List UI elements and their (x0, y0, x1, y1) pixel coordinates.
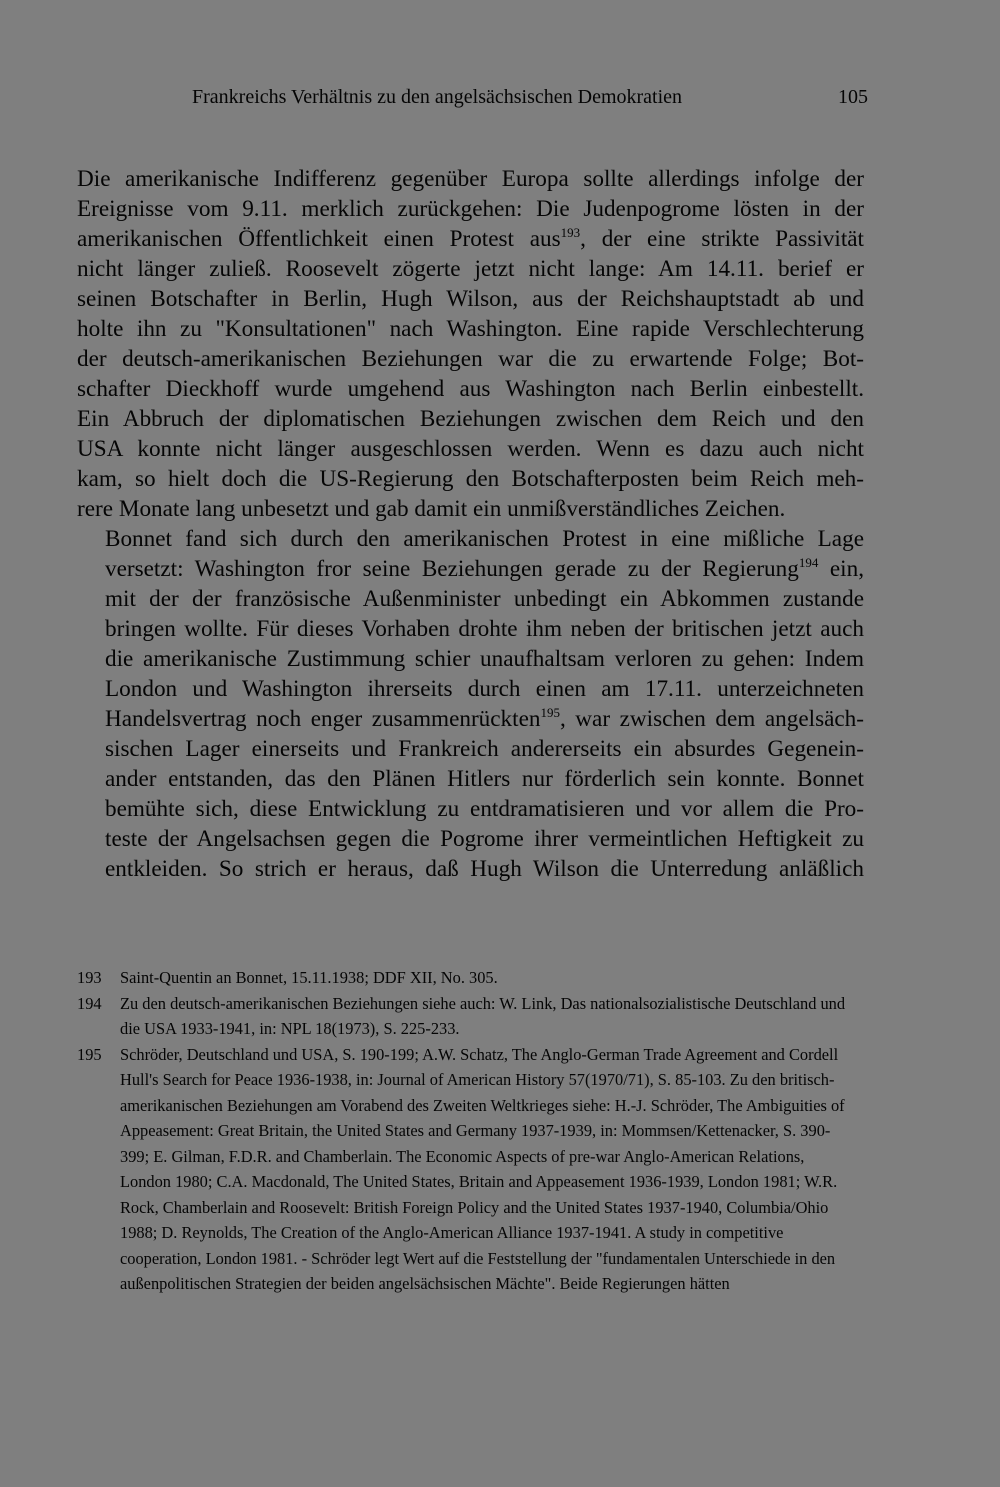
text-line: Ein Abbruch der diplomatischen Beziehungen zwischen dem Reich und den (77, 406, 864, 432)
footnote-number: 193 (77, 968, 102, 987)
text-line: rere Monate lang unbesetzt und gab damit ein unmißverständliches Zeichen. (77, 496, 786, 522)
text-line: bringen wollte. Für dieses Vorhaben drohte ihm neben der britischen jetzt auch (105, 616, 864, 642)
footnotes (77, 965, 859, 1297)
footnote-number: 194 (77, 993, 102, 1013)
text-line: teste der Angelsachsen gegen die Pogrome ihrer vermeintlichen Heftigkeit zu (105, 826, 864, 852)
text-line: entkleiden. So strich er heraus, daß Hugh Wilson die Unterredung anläßlich (105, 856, 864, 882)
text-line: der deutsch-amerikanischen Beziehungen war die zu erwartende Folge; Bot- (77, 346, 864, 372)
text-line: London und Washington ihrerseits durch einen am 17.11. unterzeichneten (105, 676, 864, 702)
text-line: USA konnte nicht länger ausgeschlossen werden. Wenn es dazu auch nicht (77, 436, 864, 462)
text-line: Die amerikanische Indifferenz gegenüber Europa sollte allerdings infolge der (77, 166, 864, 192)
text-line: ander entstanden, das den Plänen Hitlers nur förderlich sein konnte. Bonnet (105, 766, 864, 792)
footnote-text: Zu den deutsch-amerikanischen Beziehungen siehe auch: W. Link, Das nationalsozialistische Deutschland und die USA 1933-1941, in: NPL 18(1973), S. 225-233. (120, 993, 846, 1038)
text-line: die amerikanische Zustimmung schier unaufhaltsam verloren zu gehen: Indem (105, 646, 864, 672)
text-line: mit der der französische Außenminister unbedingt ein Abkommen zustande (105, 586, 864, 612)
footnote (77, 1042, 859, 1297)
text-line: sischen Lager einerseits und Frankreich andererseits ein absurdes Gegenein- (105, 736, 864, 762)
text-line: Handelsvertrag noch enger zusammenrückten$^{195}$, war zwischen dem angelsäch- (105, 705, 864, 732)
footnote-text: Saint-Quentin an Bonnet, 15.11.1938; DDF XII, No. 305. (120, 968, 498, 987)
page-number: 105 (838, 86, 868, 108)
footnote-marker: 193 (560, 225, 581, 240)
footnote (77, 965, 859, 991)
text-line: Ereignisse vom 9.11. merklich zurückgehen: Die Judenpogrome lösten in der (77, 196, 864, 222)
text-line: bemühte sich, diese Entwicklung zu entdramatisieren und vor allem die Pro- (105, 796, 864, 822)
text-line: holte ihn zu "Konsultationen" nach Washington. Eine rapide Verschlechterung (77, 316, 864, 342)
text-line: amerikanischen Öffentlichkeit einen Protest aus$^{193}$, der eine strikte Passivität (77, 225, 865, 252)
text-line: kam, so hielt doch die US-Regierung den Botschafterposten beim Reich meh- (77, 466, 864, 492)
footnote-marker: 195 (540, 705, 560, 720)
footnote-text: Schröder, Deutschland und USA, S. 190-199; A.W. Schatz, The Anglo-German Trade Agreement and Cordell Hull's Search for Peace 1936-1938, in: Journal of American History 57(1970/71), S. 85-103. Zu den britisch-amerikanischen Beziehungen am Vorabend des Zweiten Weltkrieges siehe: H.-J. Schröder, The Ambiguities of Appeasement: Great Britain, the United States and Germany 1937-1939, in: Mommsen/Kettenacker, S. 390-399; E. Gilman, F.D.R. and Chamberlain. The Economic Aspects of pre-war Anglo-American Relations, London 1980; C.A. Macdonald, The United States, Britain and Appeasement 1936-1939, London 1981; W.R. Rock, Chamberlain and Roosevelt: British Foreign Policy and the United States 1937-1940, Columbia/Ohio 1988; D. Reynolds, The Creation of the Anglo-American Alliance 1937-1941. A study in competitive cooperation, London 1981. - Schröder legt Wert auf die Feststellung der "fundamentalen Unterschiede in den außenpolitischen Strategien der beiden angelsächsischen Mächte". Beide Regierungen hätten (120, 1044, 845, 1293)
paragraph (77, 524, 864, 884)
text-line: schafter Dieckhoff wurde umgehend aus Washington nach Berlin einbestellt. (77, 376, 864, 402)
text-line: seinen Botschafter in Berlin, Hugh Wilson, aus der Reichshauptstadt ab und (77, 286, 864, 312)
running-header-title: Frankreichs Verhältnis zu den angelsächsischen Demokratien (192, 86, 683, 108)
paragraph (77, 164, 864, 524)
footnote-marker: 194 (798, 555, 819, 570)
text-line: versetzt: Washington fror seine Beziehungen gerade zu der Regierung$^{194}$ ein, (105, 555, 864, 582)
footnote-number: 195 (77, 1044, 102, 1064)
text-line: Bonnet fand sich durch den amerikanischen Protest in eine mißliche Lage (105, 526, 864, 552)
text-line: nicht länger zuließ. Roosevelt zögerte jetzt nicht lange: Am 14.11. berief er (77, 256, 864, 282)
footnote (77, 991, 859, 1042)
body-text (77, 164, 864, 884)
